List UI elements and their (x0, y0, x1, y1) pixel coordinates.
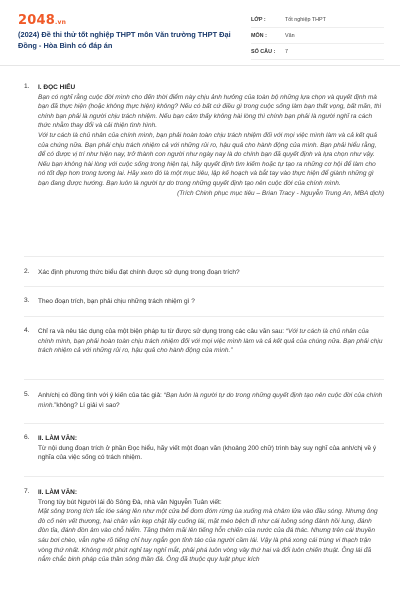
question-number: 4. (24, 327, 30, 334)
meta-count-row (251, 44, 384, 60)
logo-suffix: .vn (54, 19, 67, 26)
question-number: 3. (24, 297, 30, 304)
question-quote: “Bạn luôn là người tự do trong những quyết định tạo nên cuộc đời của chính mình. (38, 392, 383, 409)
meta-label: SỐ CÂU : (251, 48, 276, 55)
divider (24, 379, 384, 380)
question-body (38, 391, 384, 410)
divider (24, 476, 384, 477)
question-number: 7. (24, 488, 30, 495)
question-body (38, 488, 384, 565)
meta-subject-row (251, 28, 384, 44)
question-tail: ”không? Lí giải vì sao? (54, 401, 120, 409)
passage-paragraph: Bạn có nghĩ rằng cuộc đời mình cho đến thời điểm này chịu ảnh hưởng của toàn bộ những lựa chọn và quyết định mà bạn đã thực hiện (hoặc không thực hiện) không? Nếu có bất cứ điều gì trong cuộc sống làm bạn thất vọng, bất mãn, thì chính bạn phải là người chịu trách nhiệm. Nếu bạn cảm thấy không hài lòng thì chính bạn phải là người nghĩ ra cách thức nhằm thay đổi và cải thiện tình hình. (38, 93, 382, 130)
section-heading: II. LÀM VĂN: (38, 489, 77, 496)
meta-label: LỚP : (251, 16, 266, 23)
document-title: (2024) Đề thi thử tốt nghiệp THPT môn Văn trường THPT Đại Đồng - Hòa Bình có đáp án (18, 30, 231, 50)
question-number: 1. (24, 83, 30, 90)
question-quote: “Với tư cách là chủ nhân của chính mình, bạn phải hoàn toàn chịu trách nhiệm đối với mọi việc mình làm và cả kết quả của chúng nữa. Bạn phải chịu trách nhiệm cả với những rủi ro, hậu quả cho hành động của mình.” (38, 328, 383, 355)
question-text: Theo đoạn trích, bạn phải chịu những trách nhiệm gì ? (38, 298, 195, 305)
meta-value: 7 (285, 48, 288, 55)
divider (24, 256, 384, 257)
question-quote: Mặt sông trong tích tắc lóe sáng lên như một cửa bể đom đóm rừng ùa xuống mà châm lửa vào đầu sóng. Nhưng ông đò cố nén vết thương, hai chân vẫn kẹp chặt lấy cuống lái, mặt méo bệch đi như cái luồng sóng đánh hồi lung, đánh đòn tỉa, đánh đòn âm vào chỗ hiểm. Tăng thêm mãi lên tiếng hỗn chiến của nước của đá thác. Nhưng trên cái thuyền sáu bơi chèo, vẫn nghe rõ tiếng chỉ huy ngắn gọn tỉnh táo của người cầm lái. Vậy là phá xong cái trùng vi thạch trận vòng thứ nhất. Không một phút nghỉ tay nghỉ mắt, phải phá luôn vòng vây thứ hai và đổi luôn chiến thuật. Ông lái đã nắm chắc binh pháp của thần sông thần đá. Ông đã thuộc quy luật phục kích (38, 508, 378, 564)
passage-paragraph: Với tư cách là chủ nhân của chính mình, bạn phải hoàn toàn chịu trách nhiệm đối với mọi việc mình làm và cả kết quả của chúng nữa. Bạn phải chịu trách nhiệm cả với những rủi ro, hậu quả cho hành động của mình. Bạn phải hiểu rằng, để có được vị trí như hiện nay, trở thành con người như ngày nay là do chính bạn đã quyết định và lựa chọn như vậy. Nếu bạn không hài lòng với cuộc sống trong hiện tại, hãy quyết định tìm kiếm hoặc tự tạo ra những cơ hội để làm cho nó tốt đẹp hơn trong tương lai. Hãy xem đó là một mục tiêu, lập kế hoạch và bắt tay vào thực hiện để giành những gì bạn đang được hướng. Bạn luôn là người tự do trong những quyết định tạo nên cuộc đời của chính mình. (38, 131, 377, 187)
divider (24, 423, 384, 424)
document-meta (251, 12, 384, 60)
question-number: 5. (24, 391, 30, 398)
question-number: 6. (24, 434, 30, 441)
meta-class-row (251, 12, 384, 28)
question-body (38, 83, 384, 198)
question-text: Xác định phương thức biểu đạt chính được sử dụng trong đoạn trích? (38, 269, 240, 276)
question-text: Anh/chị có đồng tình với ý kiến của tác giả: (38, 392, 162, 399)
logo-name: 2048 (18, 13, 55, 28)
divider (24, 316, 384, 317)
page-header (0, 0, 400, 66)
question-body (38, 327, 384, 356)
divider (24, 286, 384, 287)
question-number: 2. (24, 268, 30, 275)
question-text: Trong tùy bút Người lái đò Sông Đà, nhà văn Nguyễn Tuân viết: (38, 498, 222, 506)
passage-source: (Trích Chinh phục mục tiêu – Brian Tracy - Nguyễn Trung An, MBA dịch) (177, 189, 384, 197)
question-text: Từ nội dung đoạn trích ở phần Đọc hiểu, hãy viết một đoạn văn (khoảng 200 chữ) trình bày suy nghĩ của anh/chị về ý nghĩa của việc sống có trách nhiệm. (38, 444, 377, 462)
meta-label: MÔN : (251, 32, 267, 39)
question-text: Chỉ ra và nêu tác dụng của một biện pháp tu từ được sử dụng trong các câu văn sau: (38, 328, 285, 335)
meta-value: Tốt nghiệp THPT (285, 16, 326, 23)
section-heading: I. ĐỌC HIỂU (38, 84, 76, 91)
meta-value: Văn (285, 32, 295, 39)
question-body (38, 434, 384, 463)
section-heading: II. LÀM VĂN: (38, 435, 77, 442)
site-logo[interactable] (18, 13, 66, 28)
